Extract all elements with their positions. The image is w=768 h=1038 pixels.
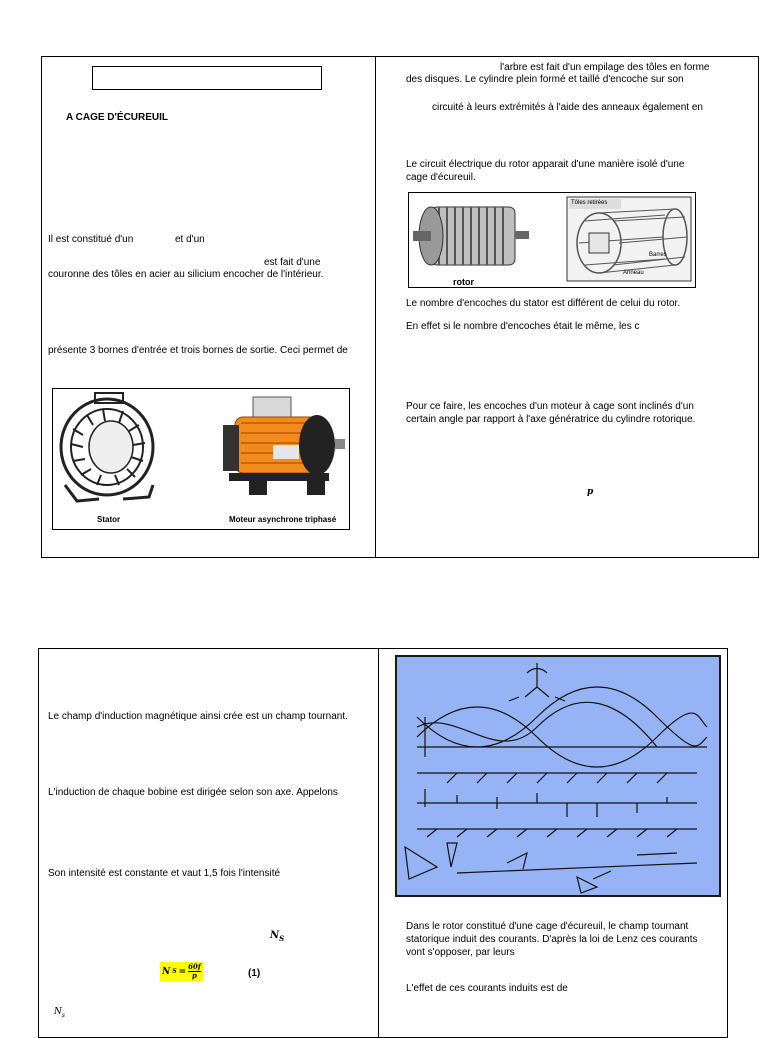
text-line: Il est constitué d'un bbox=[48, 234, 134, 245]
ns-small-symbol bbox=[54, 1006, 65, 1022]
ns-symbol bbox=[270, 929, 284, 945]
rotating-field-diagram bbox=[397, 657, 719, 895]
motor-drawing bbox=[223, 397, 345, 495]
symbol-p: p bbox=[587, 487, 594, 497]
formula-fraction bbox=[188, 963, 201, 980]
text-line: couronne des tôles en acier au silicium encocher de l'intérieur. bbox=[48, 269, 324, 280]
bottom-page-divider bbox=[378, 648, 379, 1038]
ns-small-subscript: s bbox=[61, 1011, 65, 1019]
cage-tag-toles: Tôles retirées bbox=[571, 200, 608, 206]
text-line: statorique induit des courants. D'après la loi de Lenz ces courants bbox=[406, 934, 698, 945]
formula-numerator: 60f bbox=[188, 962, 201, 971]
section-heading: A CAGE D'ÉCUREUIL bbox=[66, 112, 169, 123]
text-line: Dans le rotor constitué d'une cage d'écureuil, le champ tournant bbox=[406, 921, 689, 932]
ns-subscript: S bbox=[279, 934, 285, 943]
text-line: Pour ce faire, les encoches d'un moteur à cage sont inclinés d'un bbox=[406, 401, 694, 412]
text-line: des disques. Le cylindre plein formé et taillé d'encoche sur son bbox=[406, 74, 684, 85]
cage-tag-barres: Barres bbox=[649, 252, 667, 258]
text-line: Son intensité est constante et vaut 1,5 fois l'intensité bbox=[48, 868, 281, 879]
text-line: est fait d'une bbox=[264, 257, 321, 268]
rotating-field-figure bbox=[395, 655, 721, 897]
formula-tag: (1) bbox=[248, 968, 261, 979]
text-line: circuité à leurs extrémités à l'aide des anneaux également en bbox=[432, 102, 703, 113]
text-line: Le circuit électrique du rotor apparait d'une manière isolé d'une bbox=[406, 159, 685, 170]
text-line: l'arbre est fait d'un empilage des tôles en forme bbox=[500, 62, 710, 73]
figure-caption-stator: Stator bbox=[97, 515, 121, 524]
rotor-illustration bbox=[409, 193, 695, 287]
formula-lhs: N bbox=[162, 966, 171, 977]
text-line: certain angle par rapport à l'axe génératrice du cylindre rotorique. bbox=[406, 414, 696, 425]
rotor-caption: rotor bbox=[453, 277, 474, 287]
rotor-figure bbox=[408, 192, 696, 288]
text-line: présente 3 bornes d'entrée et trois bornes de sortie. Ceci permet de bbox=[48, 345, 348, 356]
text-line: vont s'opposer, par leurs bbox=[406, 947, 515, 958]
text-line: Le champ d'induction magnétique ainsi crée est un champ tournant. bbox=[48, 711, 348, 722]
stator-motor-illustration bbox=[53, 389, 349, 529]
ns-small-letter: N bbox=[54, 1007, 62, 1017]
text-line: Le nombre d'encoches du stator est différent de celui du rotor. bbox=[406, 298, 681, 309]
top-page-divider bbox=[375, 56, 376, 558]
rotor-drawing bbox=[413, 207, 529, 265]
text-line: En effet si le nombre d'encoches était le même, les c bbox=[406, 321, 640, 332]
text-line: et d'un bbox=[175, 234, 205, 245]
ns-letter: N bbox=[270, 930, 280, 941]
stator-drawing bbox=[61, 393, 153, 501]
formula-eq: = bbox=[178, 966, 187, 977]
figure-caption-motor: Moteur asynchrone triphasé bbox=[229, 515, 337, 524]
text-line: L'effet de ces courants induits est de bbox=[406, 983, 568, 994]
text-line: L'induction de chaque bobine est dirigée selon son axe. Appelons bbox=[48, 787, 338, 798]
cage-tag-anneau: Anneau bbox=[623, 270, 644, 276]
formula-denominator: p bbox=[192, 971, 197, 980]
formula-lhs-sub: S bbox=[172, 968, 177, 975]
formula-ns bbox=[160, 962, 203, 981]
text-line: cage d'écureuil. bbox=[406, 172, 476, 183]
title-blank-box bbox=[92, 66, 322, 90]
stator-motor-figure bbox=[52, 388, 350, 530]
